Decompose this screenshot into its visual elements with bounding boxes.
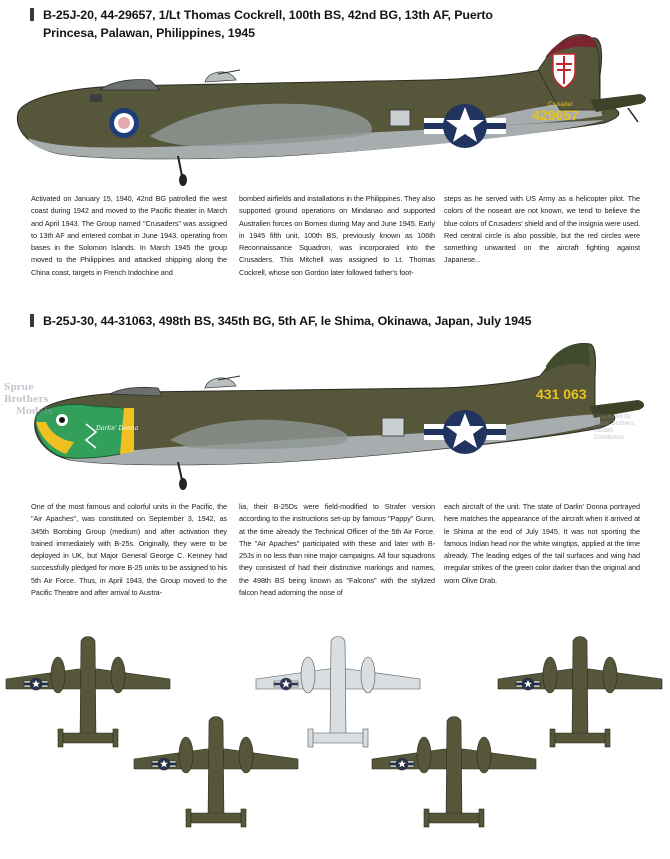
aircraft2-nose-name: Darlin' Donna xyxy=(96,425,139,432)
planform-2 xyxy=(134,717,298,828)
aircraft2-heading-text: B-25J-30, 44-31063, 498th BS, 345th BG, 5th AF, le Shima, Okinawa, Japan, July 1945 xyxy=(43,314,532,328)
aircraft2-profile xyxy=(0,336,670,516)
aircraft1-tail-number: 429657 xyxy=(532,107,579,123)
aircraft1-tail-name: Crusader xyxy=(548,102,573,108)
aircraft1-text-col3: steps as he served with US Army as a helicopter pilot. The colors of the noseart are not known, we tend to believe the blue colors of Crusaders' shield and of the insignia were used. Red central circle is also possible, but the red circles were something unwanted on the aircraft fighting against Japanese... xyxy=(444,194,640,265)
watermark-right-line1: Distributed by xyxy=(594,414,631,420)
planform-5 xyxy=(498,637,662,748)
aircraft2-heading xyxy=(30,312,660,332)
aircraft1-text-col2: bombed airfields and installations in the Philippines. They also supported ground operations on Mindanao and supported Australien forces on Borneo during May and June 1945. Early in 1945 fifth unit, 100th BS, previously known as 106th Reconnaissance Squadron, was incorporated into the Crusaders. This Mitchell was assigned to Lt. Thomas Cockrell, whose son Gordon later followed father's foot- xyxy=(239,194,435,277)
watermark-left-line2: Brothers xyxy=(4,395,49,405)
left-watermark xyxy=(4,383,52,417)
watermark-right-line2: Sprue Brothers xyxy=(594,421,635,427)
watermark-left-line1: Sprue xyxy=(4,383,34,393)
aircraft2-text-col1: One of the most famous and colorful units in the Pacific, the "Air Apaches", was constituted on September 3, 1942, as 345th Bombing Group (medium) and after activation they trained immediately with B-25s. Originally, they were to be deployed in UK, but Major General George C. Kenney had successfully pledged for more B-25 units to be assigned to his 5th Air Force. Thus, in April 1943, the Group moved to the Pacific Theatre and after arrival to Austra- xyxy=(31,502,227,598)
watermark-right-line4: Distributors xyxy=(594,435,625,441)
aircraft2-text-col3: each aircraft of the unit. The state of Darlin' Donna portrayed here matches the appearance of the aircraft when it arrived at le Shima at the end of July 1945. It was not sporting the famous Indian head nor the white wingtips, applied at the time already. The leading edges of the tail surfaces and wing had irregular strikes of the green color darker than the original and worn Olive Drab. xyxy=(444,502,640,585)
planform-views xyxy=(0,619,670,859)
aircraft1-text-col1: Activated on January 15, 1940, 42nd BG patrolled the west coast during 1942 and moved to the Pacific theater in March and April 1943. The Group named "Crusaders" was assigned to 13th AF and entered combat in June 1943, operating from bases in the Solomon Islands. In March 1945 the group moved to the Philippines and attacked shipping along the China coast, targets in French Indochine and xyxy=(31,194,227,277)
aircraft1-profile xyxy=(0,30,670,210)
planform-1 xyxy=(6,637,170,748)
heading-marker xyxy=(30,8,34,21)
right-watermark xyxy=(594,414,634,441)
aircraft2-tail-number: 431 063 xyxy=(536,386,587,402)
heading-marker xyxy=(30,314,34,327)
watermark-right-line3: Models xyxy=(594,428,614,434)
aircraft1-heading-text: B-25J-20, 44-29657, 1/Lt Thomas Cockrell, 100th BS, 42nd BG, 13th AF, Puerto Princesa, Palawan, Philippines, 1945 xyxy=(43,8,493,40)
aircraft2-text-col2: lia, their B-25Ds were field-modified to Strafer version according to the instructions set-up by famous "Pappy" Gunn, at the time already the Technical Officer of the 5th Air Force. The "Air Apaches" participated with these and later with B-25Js in no less than nine major campaigns. All four squadrons they consisted of had their distinctive markings and names, the 498th BS being known as "Falcons" with the stylized falcon head adorning the nose of xyxy=(239,502,435,598)
watermark-left-line3: Models xyxy=(16,407,53,417)
planform-4 xyxy=(372,717,536,828)
planform-3 xyxy=(256,637,420,748)
